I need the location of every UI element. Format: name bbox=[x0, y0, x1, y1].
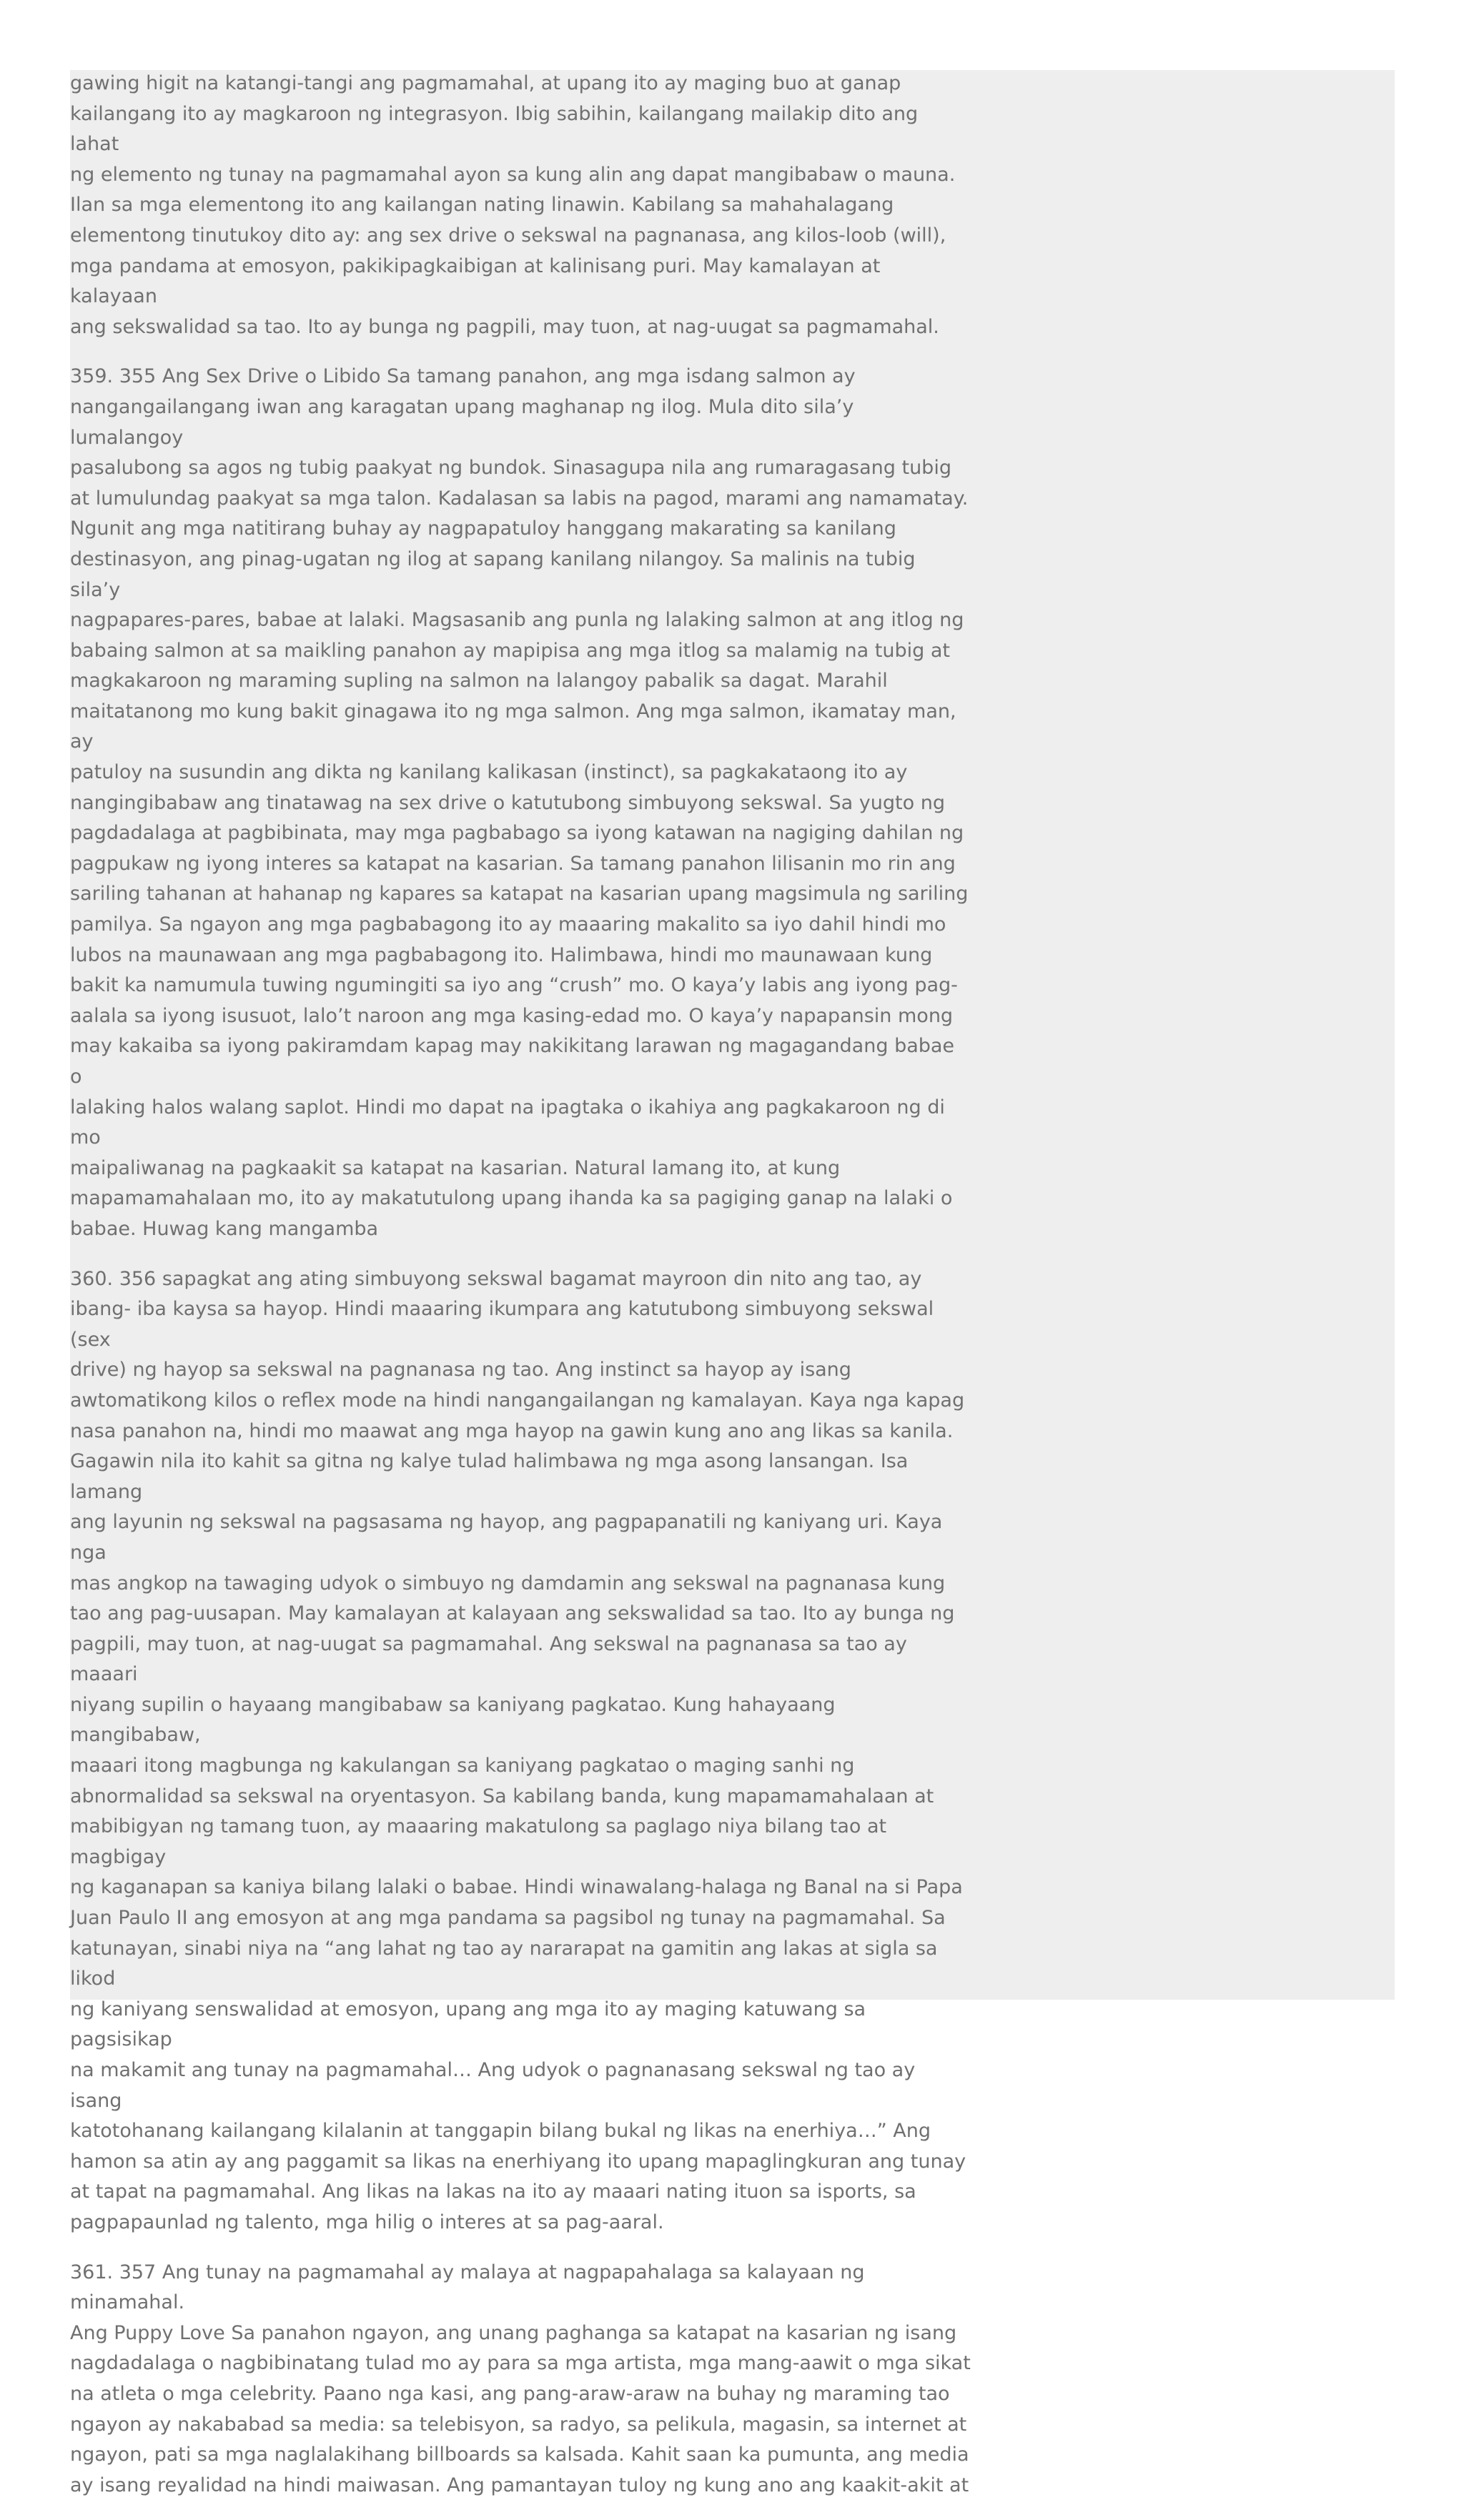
paragraph-361: 361. 357 Ang tunay na pagmamahal ay malaya at nagpapahalaga sa kalayaan ng minamahal. Ang Puppy Love Sa panahon ngayon, ang unang paghanga sa katapat na kasarian ng isang nagdadalaga o nagbibinatang tulad mo ay para sa mga artista, mga mang-aawit o mga sikat na atleta o mga celebrity. Paano nga kasi, ang pang-araw-araw na buhay ng maraming tao ngayon ay nakababad sa media: sa telebisyon, sa radyo, sa pelikula, magasin, sa internet at ngayon, pati sa mga naglalakihang billboards sa kalsada. Kahit saan ka pumunta, ang media ay isang reyalidad na hindi maiwasan. Ang pamantayan tuloy ng kung ano ang kaakit-akit at bbox=[70, 2261, 971, 2496]
paragraph-intro: gawing higit na katangi-tangi ang pagmamahal, at upang ito ay maging buo at ganap kailangang ito ay magkaroon ng integrasyon. Ibig sabihin, kailangang mailakip dito ang lahat ng elemento ng tunay na pagmamahal ayon sa kung alin ang dapat mangibabaw o mauna. Ilan sa mga elementong ito ang kailangan nating linawin. Kabilang sa mahahalagang elementong tinutukoy dito ay: ang sex drive o sekswal na pagnanasa, ang kilos-loob (will), mga pandama at emosyon, pakikipagkaibigan at kalinisang puri. May kamalayan at kalayaan ang sekswalidad sa tao. Ito ay bunga ng pagpili, may tuon, at nag-uugat sa pagmamahal. bbox=[70, 72, 956, 338]
document-body bbox=[70, 69, 971, 2520]
paragraph-360: 360. 356 sapagkat ang ating simbuyong sekswal bagamat mayroon din nito ang tao, ay ibang- iba kaysa sa hayop. Hindi maaaring ikumpara ang katutubong simbuyong sekswal (sex drive) ng hayop sa sekswal na pagnanasa ng tao. Ang instinct sa hayop ay isang awtomatikong kilos o reflex mode na hindi nangangailangan ng kamalayan. Kaya nga kapag nasa panahon na, hindi mo maawat ang mga hayop na gawin kung ano ang likas sa kanila. Gagawin nila ito kahit sa gitna ng kalye tulad halimbawa ng mga asong lansangan. Isa lamang ang layunin ng sekswal na pagsasama ng hayop, ang pagpapanatili ng kaniyang uri. Kaya nga mas angkop na tawaging udyok o simbuyo ng damdamin ang sekswal na pagnanasa kung tao ang pag-uusapan. May kamalayan at kalayaan ang sekswalidad sa tao. Ito ay bunga ng pagpili, may tuon, at nag-uugat sa pagmamahal. Ang sekswal na pagnanasa sa tao ay maaari niyang supilin o hayaang mangibabaw sa kaniyang pagkatao. Kung hahayaang mangibabaw, maaari itong magbunga ng kakulangan sa kaniyang pagkatao o maging sanhi ng abnormalidad sa sekswal na oryentasyon. Sa kabilang banda, kung mapamamahalaan at mabibigyan ng tamang tuon, ay maaaring makatulong sa paglago niya bilang tao at magbigay ng kaganapan sa kaniya bilang lalaki o babae. Hindi winawalang-halaga ng Banal na si Papa Juan Paulo II ang emosyon at ang mga pandama sa pagsibol ng tunay na pagmamahal. Sa katunayan, sinabi niya na “ang lahat ng tao ay nararapat na gamitin ang lakas at sigla sa likod ng kaniyang senswalidad at emosyon, upang ang mga ito ay maging katuwang sa pagsisikap na makamit ang tunay na pagmamahal… Ang udyok o pagnanasang sekswal ng tao ay isang katotohanang kailangang kilalanin at tanggapin bilang bukal ng likas na enerhiya…” Ang hamon sa atin ay ang paggamit sa likas na enerhiyang ito upang mapaglingkuran ang tunay at tapat na pagmamahal. Ang likas na lakas na ito ay maaari nating ituon sa isports, sa pagpapaunlad ng talento, mga hilig o interes at sa pag-aaral. bbox=[70, 1267, 966, 2233]
paragraph-359: 359. 355 Ang Sex Drive o Libido Sa tamang panahon, ang mga isdang salmon ay nangangailangang iwan ang karagatan upang maghanap ng ilog. Mula dito sila’y lumalangoy pasalubong sa agos ng tubig paakyat ng bundok. Sinasagupa nila ang rumaragasang tubig at lumulundag paakyat sa mga talon. Kadalasan sa labis na pagod, marami ang namamatay. Ngunit ang mga natitirang buhay ay nagpapatuloy hanggang makarating sa kanilang destinasyon, ang pinag-ugatan ng ilog at sapang kanilang nilangoy. Sa malinis na tubig sila’y nagpapares-pares, babae at lalaki. Magsasanib ang punla ng lalaking salmon at ang itlog ng babaing salmon at sa maikling panahon ay mapipisa ang mga itlog sa malamig na tubig at magkakaroon ng maraming supling na salmon na lalangoy pabalik sa dagat. Marahil maitatanong mo kung bakit ginagawa ito ng mga salmon. Ang mga salmon, ikamatay man, ay patuloy na susundin ang dikta ng kanilang kalikasan (instinct), sa pagkakataong ito ay nangingibabaw ang tinatawag na sex drive o katutubong simbuyong sekswal. Sa yugto ng pagdadalaga at pagbibinata, may mga pagbabago sa iyong katawan na nagiging dahilan ng pagpukaw ng iyong interes sa katapat na kasarian. Sa tamang panahon lilisanin mo rin ang sariling tahanan at hahanap ng kapares sa katapat na kasarian upang magsimula ng sariling pamilya. Sa ngayon ang mga pagbabagong ito ay maaaring makalito sa iyo dahil hindi mo lubos na maunawaan ang mga pagbabagong ito. Halimbawa, hindi mo maunawaan kung bakit ka namumula tuwing ngumingiti sa iyo ang “crush” mo. O kaya’y labis ang iyong pag- aalala sa iyong isusuot, lalo’t naroon ang mga kasing-edad mo. O kaya’y napapansin mong may kakaiba sa iyong pakiramdam kapag may nakikitang larawan ng magagandang babae o lalaking halos walang saplot. Hindi mo dapat na ipagtaka o ikahiya ang pagkakaroon ng di mo maipaliwanag na pagkaakit sa katapat na kasarian. Natural lamang ito, at kung mapamamahalaan mo, ito ay makatutulong upang ihanda ka sa pagiging ganap na lalaki o babae. Huwag kang mangamba bbox=[70, 365, 969, 1240]
